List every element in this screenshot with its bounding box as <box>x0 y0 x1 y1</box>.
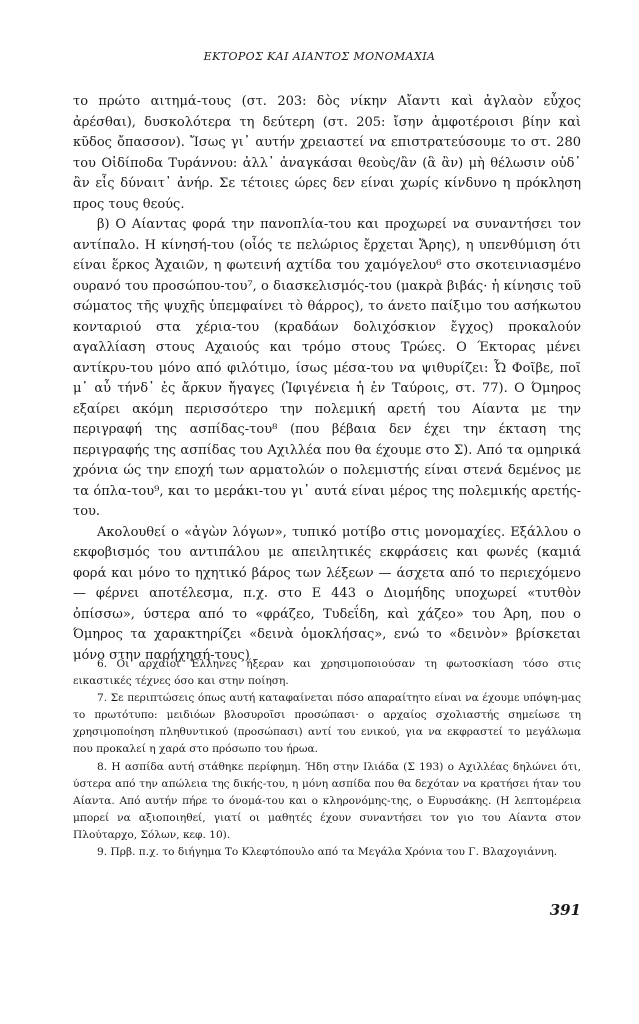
paragraph-1: το πρώτο αιτημά-τους (στ. 203: δὸς νίκην Αἴαντι καὶ ἀγλαὸν εὖχος ἀρέσθαι), δυσκολότερα τη δεύτερη (στ. 205: ἴσην ἀμφοτέροισι βίην καὶ κῦδος ὄπασσον). Ἴσως γι᾽ αυτήν χρειαστεί να επιστρατεύσουμε το στ. 280 του Οἰδίποδα Τυράννου: ἀλλ᾽ ἀναγκάσαι θεοὺς/ἂν (ἃ ἂν) μὴ θέλωσιν οὐδ᾽ ἂν εἷς δύναιτ᾽ ἀνήρ. Σε τέτοιες ώρες δεν είναι χωρίς κίνδυνο η πρόκληση προς τους θεούς. <box>73 94 581 212</box>
running-head: ΕΚΤΟΡΟΣ ΚΑΙ ΑΙΑΝΤΟΣ ΜΟΝΟΜΑΧΙΑ <box>203 50 436 63</box>
footnote-6: 6. Οι αρχαίοι Έλληνες ήξεραν και χρησιμοποιούσαν τη φωτοσκίαση τόσο στις εικαστικές τέχνες όσο και στην ποίηση. <box>73 658 581 688</box>
paragraph-3: Ακολουθεί ο «ἀγὼν λόγων», τυπικό μοτίβο στις μονομαχίες. Εξάλλου ο εκφοβισμός του αντιπάλου με απειλητικές εκφράσεις και φωνές (καμιά φορά και μόνο το ηχητικό βάρος των λέξεων — άσχετα από το περιεχόμενο — φέρνει αποτέλεσμα, π.χ. στο Ε 443 ο Διομήδης υποχωρεί «τυτθὸν ὀπίσσω», ύστερα από το «φράζεο, Τυδεΐδη, καὶ χάζεο» του Άρη, που ο Όμηρος τα χαρακτηρίζει «δεινὰ ὁμοκλήσας», ενώ το «δεινὸν» βρίσκεται μόνο στην παρήχησή-τους) <box>73 524 581 663</box>
footnote-9: 9. Πρβ. π.χ. το διήγημα Το Κλεφτόπουλο από τα Μεγάλα Χρόνια του Γ. Βλαχογιάννη. <box>97 846 558 859</box>
footnote-8: 8. Η ασπίδα αυτή στάθηκε περίφημη. Ήδη στην Ιλιάδα (Σ 193) ο Αχιλλέας δηλώνει ότι, ύστερα από την απώλεια της δικής-του, η μόνη ασπίδα που θα δεχόταν να κρατήσει ήταν του Αίαντα. Από αυτήν πήρε το όνομά-του και ο κληρονόμης-της, ο Ευρυσάκης. (Η λεπτομέρεια μπορεί να αξιοποιηθεί, γιατί οι μαθητές έχουν συναντήσει τον γιο του Αίαντα στον Πλούταρχο, Σόλων, κεφ. 10). <box>73 760 581 841</box>
footnote-7: 7. Σε περιπτώσεις όπως αυτή καταφαίνεται πόσο απαραίτητο είναι να έχουμε υπόψη-μας το πρωτότυπο: μειδιόων βλοσυροῖσι προσώπασι· ο αρχαίος σχολιαστής σημείωσε τη χρησιμοποίηση πληθυντικού (προσώπασι) αντί του ενικού, για να εκφραστεί το μεγάλωμα που προκαλεί η χαρά στο πρόσωπο του ήρωα. <box>73 692 581 756</box>
paragraph-2: β) Ο Αίαντας φορά την πανοπλία-του και προχωρεί να συναντήσει τον αντίπαλο. Η κίνησή-του (οἷός τε πελώριος ἔρχεται Ἄρης), η υπενθύμιση ότι είναι ἕρκος Ἀχαιῶν, η φωτεινή αχτίδα του χαμόγελου⁶ στο σκοτεινιασμένο ουρανό του προσώπου-του⁷, ο διασκελισμός-του (μακρὰ βιβάς· ἡ κίνησις τοῦ σώματος τῆς ψυχῆς ὑπεμφαίνει τὸ θάρρος), το άνετο παίξιμο του ασήκωτου κονταριού στα χέρια-του (κραδάων δολιχόσκιον ἔγχος) προκαλούν αγαλλίαση στους Αχαιούς και τρόμο στους Τρώες. Ο Έκτορας μένει αντίκρυ-του μόνο από φιλότιμο, ίσως μέσα-του να ψιθυρίζει: Ὦ Φοῖβε, ποῖ μ᾽ αὖ τήνδ᾽ ἐς ἄρκυν ἤγαγες (Ἰφιγένεια ἡ ἐν Ταύροις, στ. 77). Ο Όμηρος εξαίρει ακόμη περισσότερο την πολεμική αρετή του Αίαντα με την περιγραφή της ασπίδας-του⁸ (που βέβαια δεν έχει την έκταση της περιγραφής της ασπίδας του Αχιλλέα που θα έχουμε στο Σ). Από τα ομηρικά χρόνια ώς την εποχή των αρματολών ο πολεμιστής είναι στενά δεμένος με τα όπλα-του⁹, και το μεράκι-του γι᾽ αυτά είναι μέρος της πολεμικής αρετής-του. <box>73 217 581 519</box>
body-text <box>73 92 581 666</box>
footnotes <box>73 656 581 861</box>
page-number: 391 <box>549 901 581 919</box>
